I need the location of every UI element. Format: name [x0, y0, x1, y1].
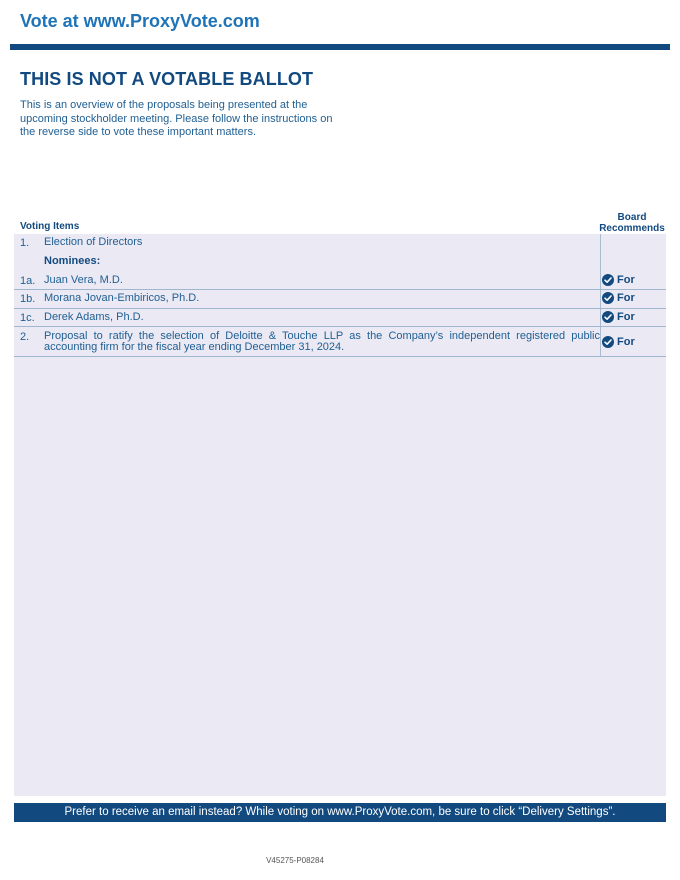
check-circle-icon — [602, 292, 614, 304]
voting-items-header: Voting Items — [20, 221, 80, 232]
document-code: V45275-P08284 — [266, 856, 324, 865]
board-recommendation — [602, 336, 635, 348]
page-title: THIS IS NOT A VOTABLE BALLOT — [20, 69, 314, 89]
row-divider — [14, 308, 666, 309]
check-circle-icon — [602, 311, 614, 323]
check-circle-icon — [602, 336, 614, 348]
recommendation-label: For — [617, 336, 635, 348]
item-number: 2. — [20, 331, 30, 343]
item-text: Derek Adams, Ph.D. — [44, 311, 144, 323]
item-text: Proposal to ratify the selection of Deloitte & Touche LLP as the Company’s independent registered public accounting firm for the fiscal year ending December 31, 2024. — [44, 330, 600, 353]
item-text: Morana Jovan-Embiricos, Ph.D. — [44, 292, 200, 304]
recommendation-label: For — [617, 274, 635, 286]
item-number: 1. — [20, 237, 30, 249]
board-recommendation — [602, 292, 635, 304]
item-number: 1a. — [20, 275, 36, 287]
board-header-line2: Recommends — [599, 223, 665, 234]
delivery-settings-banner: Prefer to receive an email instead? While voting on www.ProxyVote.com, be sure to click “Delivery Settings”. — [14, 803, 666, 822]
row-divider — [14, 356, 666, 357]
board-header-line1: Board — [617, 212, 647, 223]
board-recommendation — [602, 311, 635, 323]
recommendation-label: For — [617, 311, 635, 323]
row-divider — [14, 326, 666, 327]
recommendation-column-rule — [600, 234, 601, 356]
row-divider — [14, 289, 666, 290]
proxyvote-link[interactable]: Vote at www.ProxyVote.com — [20, 11, 260, 31]
item-number: 1c. — [20, 312, 35, 324]
header-rule — [10, 44, 670, 50]
item-text: Juan Vera, M.D. — [44, 274, 123, 286]
board-recommends-header — [598, 212, 666, 234]
recommendation-label: For — [617, 292, 635, 304]
intro-text: This is an overview of the proposals being presented at the upcoming stockholder meeting. Please follow the instructions on the reverse side to vote these important matters. — [20, 99, 333, 138]
check-circle-icon — [602, 274, 614, 286]
board-recommendation — [602, 274, 635, 286]
item-number: 1b. — [20, 293, 36, 305]
nominees-label: Nominees: — [44, 255, 101, 267]
item-text: Election of Directors — [44, 236, 143, 248]
